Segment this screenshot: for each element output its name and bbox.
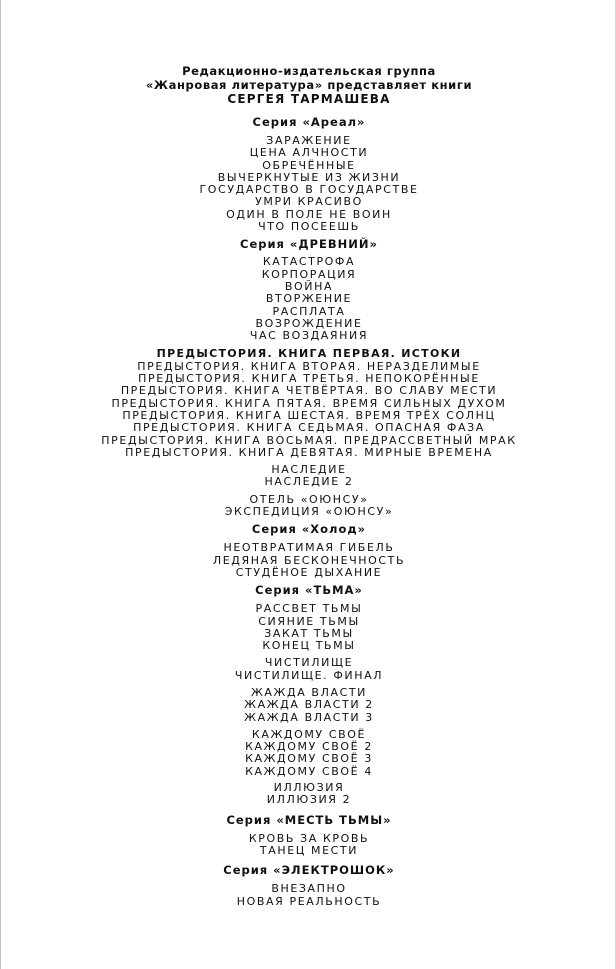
book-title: ЧИСТИЛИЩЕ. ФИНАЛ: [234, 668, 384, 682]
book-group: [1, 657, 616, 682]
book-title: КОНЕЦ ТЬМЫ: [262, 639, 356, 653]
book-title: ОБРЕЧЁННЫЕ: [262, 158, 356, 172]
series-heading: Серия «МЕСТЬ ТЬМЫ»: [226, 812, 392, 827]
book-group: [1, 542, 616, 579]
book-title: ИЛЛЮЗИЯ 2: [266, 793, 352, 807]
book-title: ЧАС ВОЗДАЯНИЯ: [249, 329, 369, 343]
book-list: [1, 64, 616, 908]
book-group: [1, 494, 616, 519]
book-title: НЕОТВРАТИМАЯ ГИБЕЛЬ: [223, 541, 395, 555]
book-title: КОРПОРАЦИЯ: [261, 267, 357, 281]
publisher-intro-line: «Жанровая литература» представляет книги: [145, 78, 473, 92]
author-name: СЕРГЕЯ ТАРМАШЕВА: [227, 92, 391, 106]
book-group: [1, 883, 616, 908]
book-title: ЧИСТИЛИЩЕ: [264, 656, 354, 670]
book-title: ОДИН В ПОЛЕ НЕ ВОИН: [226, 207, 392, 221]
book-title: ЖАЖДА ВЛАСТИ 3: [244, 710, 374, 724]
book-title: ЭКСПЕДИЦИЯ «ОЮНСУ»: [224, 505, 394, 519]
book-group: [1, 729, 616, 778]
book-title: ЦЕНА АЛЧНОСТИ: [249, 146, 369, 160]
book-title: РАСПЛАТА: [272, 304, 346, 318]
book-title: НАСЛЕДИЕ: [271, 463, 347, 477]
book-title: КРОВЬ ЗА КРОВЬ: [248, 831, 370, 845]
book-title: ВОЗРОЖДЕНИЕ: [255, 316, 363, 330]
book-title: КАЖДОМУ СВОЁ 2: [245, 740, 373, 754]
book-group: [1, 464, 616, 489]
book-group: [1, 256, 616, 342]
book-title: ЖАЖДА ВЛАСТИ: [250, 685, 367, 699]
book-title: ЧТО ПОСЕЕШЬ: [258, 220, 360, 234]
book-title: ОТЕЛЬ «ОЮНСУ»: [249, 492, 369, 506]
book-group: [1, 782, 616, 807]
book-title: ВНЕЗАПНО: [271, 882, 347, 896]
book-title: НОВАЯ РЕАЛЬНОСТЬ: [236, 894, 382, 908]
series-heading: Серия «ТЬМА»: [255, 583, 363, 598]
book-title: УМРИ КРАСИВО: [255, 195, 363, 209]
book-title: ПРЕДЫСТОРИЯ. КНИГА ТРЕТЬЯ. НЕПОКОРЁННЫЕ: [138, 372, 480, 386]
series-heading: Серия «Ареал»: [252, 115, 366, 129]
book-title: ПРЕДЫСТОРИЯ. КНИГА ПЕРВАЯ. ИСТОКИ: [156, 347, 462, 361]
book-title: ПРЕДЫСТОРИЯ. КНИГА ВОСЬМАЯ. ПРЕДРАССВЕТНЫЙ МРАК: [101, 433, 517, 447]
book-title: ГОСУДАРСТВО В ГОСУДАРСТВЕ: [199, 183, 419, 197]
book-title: РАССВЕТ ТЬМЫ: [255, 602, 363, 616]
series-heading: Серия «ДРЕВНИЙ»: [240, 237, 378, 252]
book-title: КАЖДОМУ СВОЁ: [251, 727, 367, 741]
book-title: СИЯНИЕ ТЬМЫ: [258, 614, 360, 628]
book-title: ПРЕДЫСТОРИЯ. КНИГА СЕДЬМАЯ. ОПАСНАЯ ФАЗА: [133, 421, 485, 435]
book-title: ВОЙНА: [284, 279, 334, 293]
book-title: ПРЕДЫСТОРИЯ. КНИГА ЧЕТВЁРТАЯ. ВО СЛАВУ МЕСТИ: [120, 384, 498, 398]
book-group: [1, 687, 616, 724]
series-sections: [1, 115, 616, 908]
book-title: ПРЕДЫСТОРИЯ. КНИГА ПЯТАЯ. ВРЕМЯ СИЛЬНЫХ ДУХОМ: [111, 396, 507, 410]
book-title: ПРЕДЫСТОРИЯ. КНИГА ВТОРАЯ. НЕРАЗДЕЛИМЫЕ: [137, 359, 481, 373]
book-group: [1, 833, 616, 858]
book-title: ВТОРЖЕНИЕ: [265, 292, 353, 306]
series-heading: Серия «ЭЛЕКТРОШОК»: [223, 863, 395, 878]
book-title: КАТАСТРОФА: [262, 255, 356, 269]
book-title: ВЫЧЕРКНУТЫЕ ИЗ ЖИЗНИ: [217, 170, 401, 184]
book-group: [1, 135, 616, 233]
book-title: ПРЕДЫСТОРИЯ. КНИГА ДЕВЯТАЯ. МИРНЫЕ ВРЕМЕНА: [125, 445, 493, 459]
book-title: НАСЛЕДИЕ 2: [264, 475, 354, 489]
book-title: ТАНЕЦ МЕСТИ: [259, 843, 359, 857]
book-title: ЗАКАТ ТЬМЫ: [264, 626, 354, 640]
book-title: КАЖДОМУ СВОЁ 4: [245, 764, 373, 778]
book-title: СТУДЁНОЕ ДЫХАНИЕ: [235, 565, 383, 579]
book-title: ЛЕДЯНАЯ БЕСКОНЕЧНОСТЬ: [212, 553, 406, 567]
book-group: [1, 603, 616, 652]
book-group: [1, 348, 616, 459]
book-title: ПРЕДЫСТОРИЯ. КНИГА ШЕСТАЯ. ВРЕМЯ ТРЁХ СОЛНЦ: [122, 408, 496, 422]
book-title: ЖАЖДА ВЛАСТИ 2: [244, 698, 374, 712]
series-heading: Серия «Холод»: [251, 522, 367, 537]
book-title: КАЖДОМУ СВОЁ 3: [245, 752, 373, 766]
book-title: ИЛЛЮЗИЯ: [273, 781, 345, 795]
book-title: ЗАРАЖЕНИЕ: [266, 134, 352, 147]
publisher-line: Редакционно-издательская группа: [182, 64, 436, 78]
